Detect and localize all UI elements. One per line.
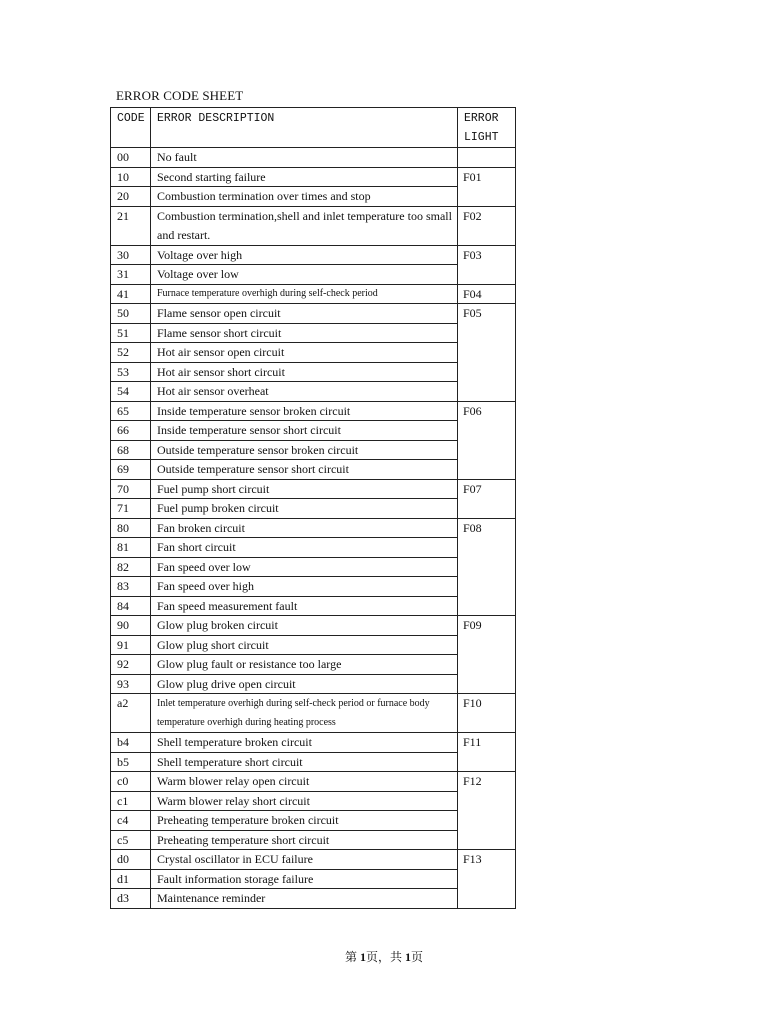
error-code-cell: b4 (111, 733, 151, 753)
error-description-cell: Glow plug fault or resistance too large (151, 655, 458, 675)
table-header-row (111, 108, 516, 148)
error-code-cell: d3 (111, 889, 151, 909)
table-row (111, 889, 516, 909)
error-light-cell: F13 (458, 850, 516, 909)
table-row (111, 733, 516, 753)
error-code-cell: c5 (111, 830, 151, 850)
error-description-cell: Outside temperature sensor broken circuit (151, 440, 458, 460)
error-code-cell: 91 (111, 635, 151, 655)
error-description-cell: Preheating temperature short circuit (151, 830, 458, 850)
table-row (111, 265, 516, 285)
page-footer (0, 948, 768, 965)
footer-middle: 页，共 (365, 950, 405, 964)
error-code-table (110, 107, 516, 909)
error-code-cell: 71 (111, 499, 151, 519)
table-row (111, 362, 516, 382)
error-code-cell: 82 (111, 557, 151, 577)
table-row (111, 772, 516, 792)
error-description-cell: Outside temperature sensor short circuit (151, 460, 458, 480)
error-description-cell: Inlet temperature overhigh during self-check period or furnace body temperature overhigh during heating process (151, 694, 458, 733)
table-row (111, 596, 516, 616)
table-row (111, 284, 516, 304)
table-row (111, 791, 516, 811)
error-description-cell: Warm blower relay short circuit (151, 791, 458, 811)
table-row (111, 440, 516, 460)
error-description-cell: Shell temperature short circuit (151, 752, 458, 772)
error-code-cell: 81 (111, 538, 151, 558)
error-code-cell: 21 (111, 206, 151, 245)
error-description-cell: Flame sensor open circuit (151, 304, 458, 324)
error-light-cell: F08 (458, 518, 516, 616)
error-code-cell: 69 (111, 460, 151, 480)
error-code-cell: c4 (111, 811, 151, 831)
error-light-cell: F05 (458, 304, 516, 402)
error-code-cell: 65 (111, 401, 151, 421)
error-description-cell: Inside temperature sensor short circuit (151, 421, 458, 441)
error-light-cell: F12 (458, 772, 516, 850)
error-code-cell: 80 (111, 518, 151, 538)
table-row (111, 460, 516, 480)
error-description-cell: Fan speed over low (151, 557, 458, 577)
error-code-cell: 51 (111, 323, 151, 343)
table-row (111, 538, 516, 558)
error-code-cell: 53 (111, 362, 151, 382)
error-light-cell: F03 (458, 245, 516, 284)
error-description-cell: Hot air sensor short circuit (151, 362, 458, 382)
error-light-cell (458, 148, 516, 168)
error-description-cell: Shell temperature broken circuit (151, 733, 458, 753)
error-light-cell: F01 (458, 167, 516, 206)
table-row (111, 577, 516, 597)
error-description-cell: Glow plug drive open circuit (151, 674, 458, 694)
error-code-cell: 90 (111, 616, 151, 636)
header-description: ERROR DESCRIPTION (151, 108, 458, 148)
error-description-cell: Furnace temperature overhigh during self-check period (151, 284, 458, 304)
table-row (111, 245, 516, 265)
error-code-cell: 92 (111, 655, 151, 675)
error-code-cell: d1 (111, 869, 151, 889)
error-description-cell: Crystal oscillator in ECU failure (151, 850, 458, 870)
error-description-cell: Warm blower relay open circuit (151, 772, 458, 792)
error-light-cell: F10 (458, 694, 516, 733)
table-row (111, 304, 516, 324)
error-description-cell: Fan speed measurement fault (151, 596, 458, 616)
table-row (111, 850, 516, 870)
footer-suffix: 页 (411, 950, 424, 964)
table-row (111, 479, 516, 499)
error-description-cell: Preheating temperature broken circuit (151, 811, 458, 831)
error-light-cell: F11 (458, 733, 516, 772)
error-code-cell: 31 (111, 265, 151, 285)
error-code-cell: b5 (111, 752, 151, 772)
error-code-cell: c1 (111, 791, 151, 811)
error-code-cell: 68 (111, 440, 151, 460)
table-row (111, 694, 516, 733)
error-light-cell: F06 (458, 401, 516, 479)
header-code: CODE (111, 108, 151, 148)
table-row (111, 674, 516, 694)
error-code-cell: 66 (111, 421, 151, 441)
error-code-cell: 83 (111, 577, 151, 597)
error-code-cell: c0 (111, 772, 151, 792)
error-light-cell: F04 (458, 284, 516, 304)
error-light-cell: F09 (458, 616, 516, 694)
table-row (111, 382, 516, 402)
error-code-cell: d0 (111, 850, 151, 870)
error-description-cell: Fan speed over high (151, 577, 458, 597)
footer-total-pages: 1 (405, 950, 411, 964)
table-row (111, 830, 516, 850)
table-row (111, 499, 516, 519)
error-description-cell: Fuel pump broken circuit (151, 499, 458, 519)
error-code-cell: 93 (111, 674, 151, 694)
error-code-cell: 10 (111, 167, 151, 187)
table-body (111, 148, 516, 909)
error-description-cell: Fuel pump short circuit (151, 479, 458, 499)
error-code-cell: 54 (111, 382, 151, 402)
error-description-cell: Hot air sensor overheat (151, 382, 458, 402)
error-code-cell: 52 (111, 343, 151, 363)
footer-page-number: 1 (359, 950, 366, 964)
table-row (111, 206, 516, 245)
error-code-cell: 30 (111, 245, 151, 265)
error-description-cell: Inside temperature sensor broken circuit (151, 401, 458, 421)
error-code-cell: 70 (111, 479, 151, 499)
header-error-light: ERROR LIGHT (458, 108, 516, 148)
table-row (111, 869, 516, 889)
error-description-cell: Fan broken circuit (151, 518, 458, 538)
error-description-cell: Fault information storage failure (151, 869, 458, 889)
error-code-cell: 84 (111, 596, 151, 616)
footer-prefix: 第 (344, 950, 360, 964)
table-row (111, 167, 516, 187)
error-light-cell: F07 (458, 479, 516, 518)
table-row (111, 343, 516, 363)
table-row (111, 148, 516, 168)
table-row (111, 401, 516, 421)
error-description-cell: Hot air sensor open circuit (151, 343, 458, 363)
table-row (111, 518, 516, 538)
error-description-cell: Combustion termination over times and stop (151, 187, 458, 207)
error-code-cell: a2 (111, 694, 151, 733)
table-row (111, 323, 516, 343)
error-description-cell: Second starting failure (151, 167, 458, 187)
table-row (111, 616, 516, 636)
error-description-cell: Fan short circuit (151, 538, 458, 558)
table-row (111, 557, 516, 577)
error-description-cell: Glow plug broken circuit (151, 616, 458, 636)
table-row (111, 811, 516, 831)
table-row (111, 635, 516, 655)
table-row (111, 187, 516, 207)
error-code-cell: 50 (111, 304, 151, 324)
error-description-cell: Flame sensor short circuit (151, 323, 458, 343)
table-row (111, 421, 516, 441)
document-title: ERROR CODE SHEET (116, 88, 244, 103)
error-description-cell: No fault (151, 148, 458, 168)
error-description-cell: Maintenance reminder (151, 889, 458, 909)
error-light-cell: F02 (458, 206, 516, 245)
error-code-cell: 20 (111, 187, 151, 207)
error-description-cell: Voltage over high (151, 245, 458, 265)
table-row (111, 752, 516, 772)
error-code-cell: 41 (111, 284, 151, 304)
error-description-cell: Combustion termination,shell and inlet temperature too small and restart. (151, 206, 458, 245)
table-row (111, 655, 516, 675)
error-description-cell: Glow plug short circuit (151, 635, 458, 655)
error-description-cell: Voltage over low (151, 265, 458, 285)
error-code-cell: 00 (111, 148, 151, 168)
